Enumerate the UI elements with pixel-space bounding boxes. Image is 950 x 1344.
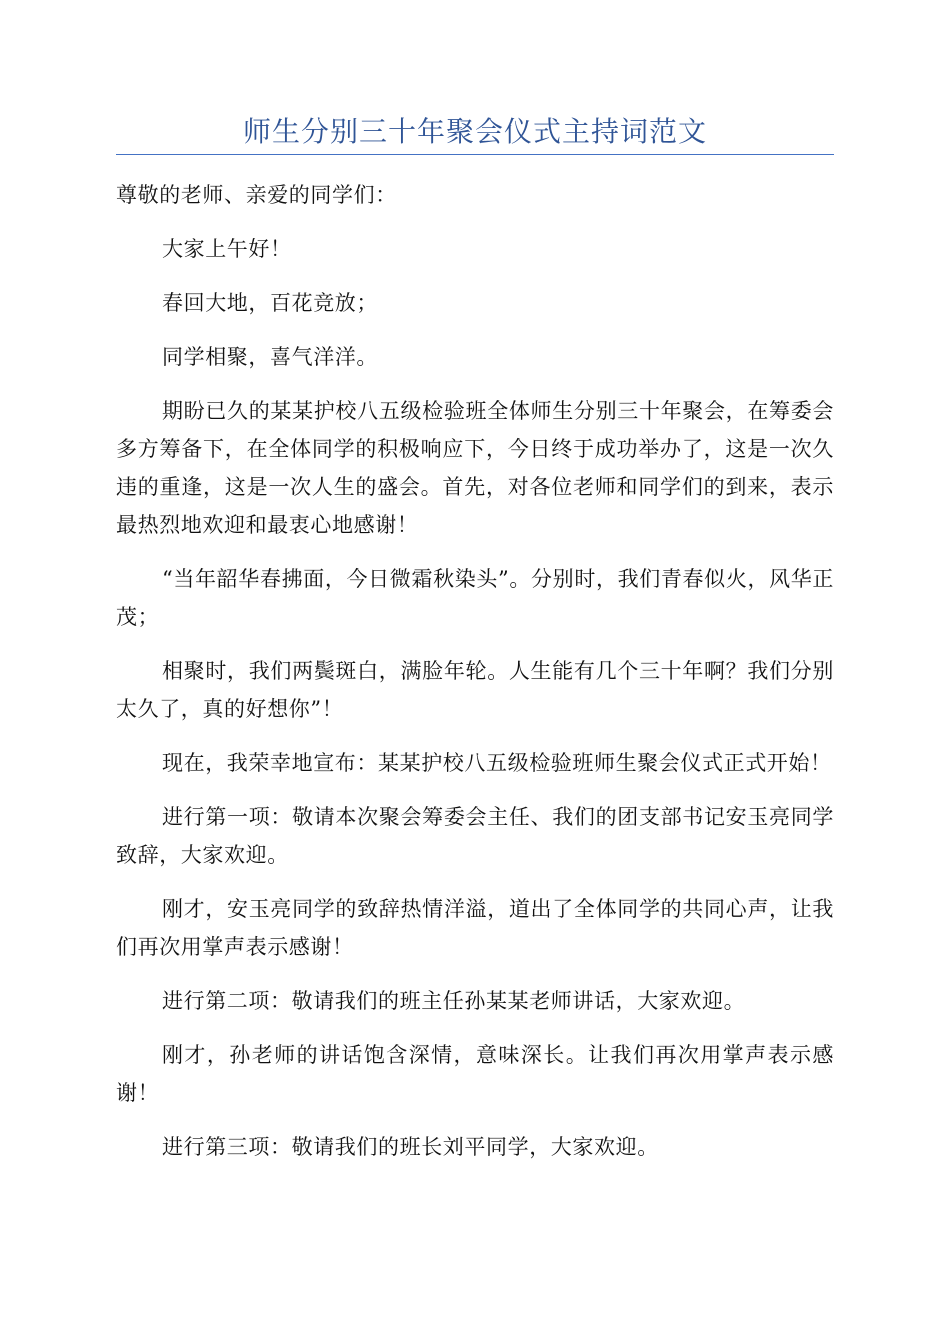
paragraph-opening: 期盼已久的某某护校八五级检验班全体师生分别三十年聚会，在筹委会多方筹备下，在全体同学的积极响应下，今日终于成功举办了，这是一次久违的重逢，这是一次人生的盛会。首先，对各位老师和同学们的到来，表示最热烈地欢迎和最衷心地感谢！ [116,399,834,537]
paragraph-couplet-2: 同学相聚，喜气洋洋。 [162,345,378,369]
paragraph-announcement: 现在，我荣幸地宣布：某某护校八五级检验班师生聚会仪式正式开始！ [162,751,832,775]
paragraph-couplet-1: 春回大地，百花竞放； [162,291,378,315]
document-title: 师生分别三十年聚会仪式主持词范文 [242,115,707,148]
paragraph-thanks-1: 刚才，安玉亮同学的致辞热情洋溢，道出了全体同学的共同心声，让我们再次用掌声表示感谢！ [116,897,834,959]
paragraph-reunion: 相聚时，我们两鬓斑白，满脸年轮。人生能有几个三十年啊？我们分别太久了，真的好想你”！ [116,659,834,721]
paragraph-item-2: 进行第二项：敬请我们的班主任孙某某老师讲话，大家欢迎。 [162,989,746,1013]
salutation: 尊敬的老师、亲爱的同学们： [116,183,397,207]
paragraph-poem: “当年韶华春拂面，今日微霜秋染头”。分别时，我们青春似火，风华正茂； [116,567,834,629]
paragraph-thanks-2: 刚才，孙老师的讲话饱含深情，意味深长。让我们再次用掌声表示感谢！ [116,1043,834,1105]
paragraph-item-1: 进行第一项：敬请本次聚会筹委会主任、我们的团支部书记安玉亮同学致辞，大家欢迎。 [116,805,834,867]
paragraph-greeting: 大家上午好！ [162,237,292,261]
document-body [116,176,834,1182]
title-underline [116,154,834,155]
paragraph-item-3: 进行第三项：敬请我们的班长刘平同学，大家欢迎。 [162,1135,659,1159]
